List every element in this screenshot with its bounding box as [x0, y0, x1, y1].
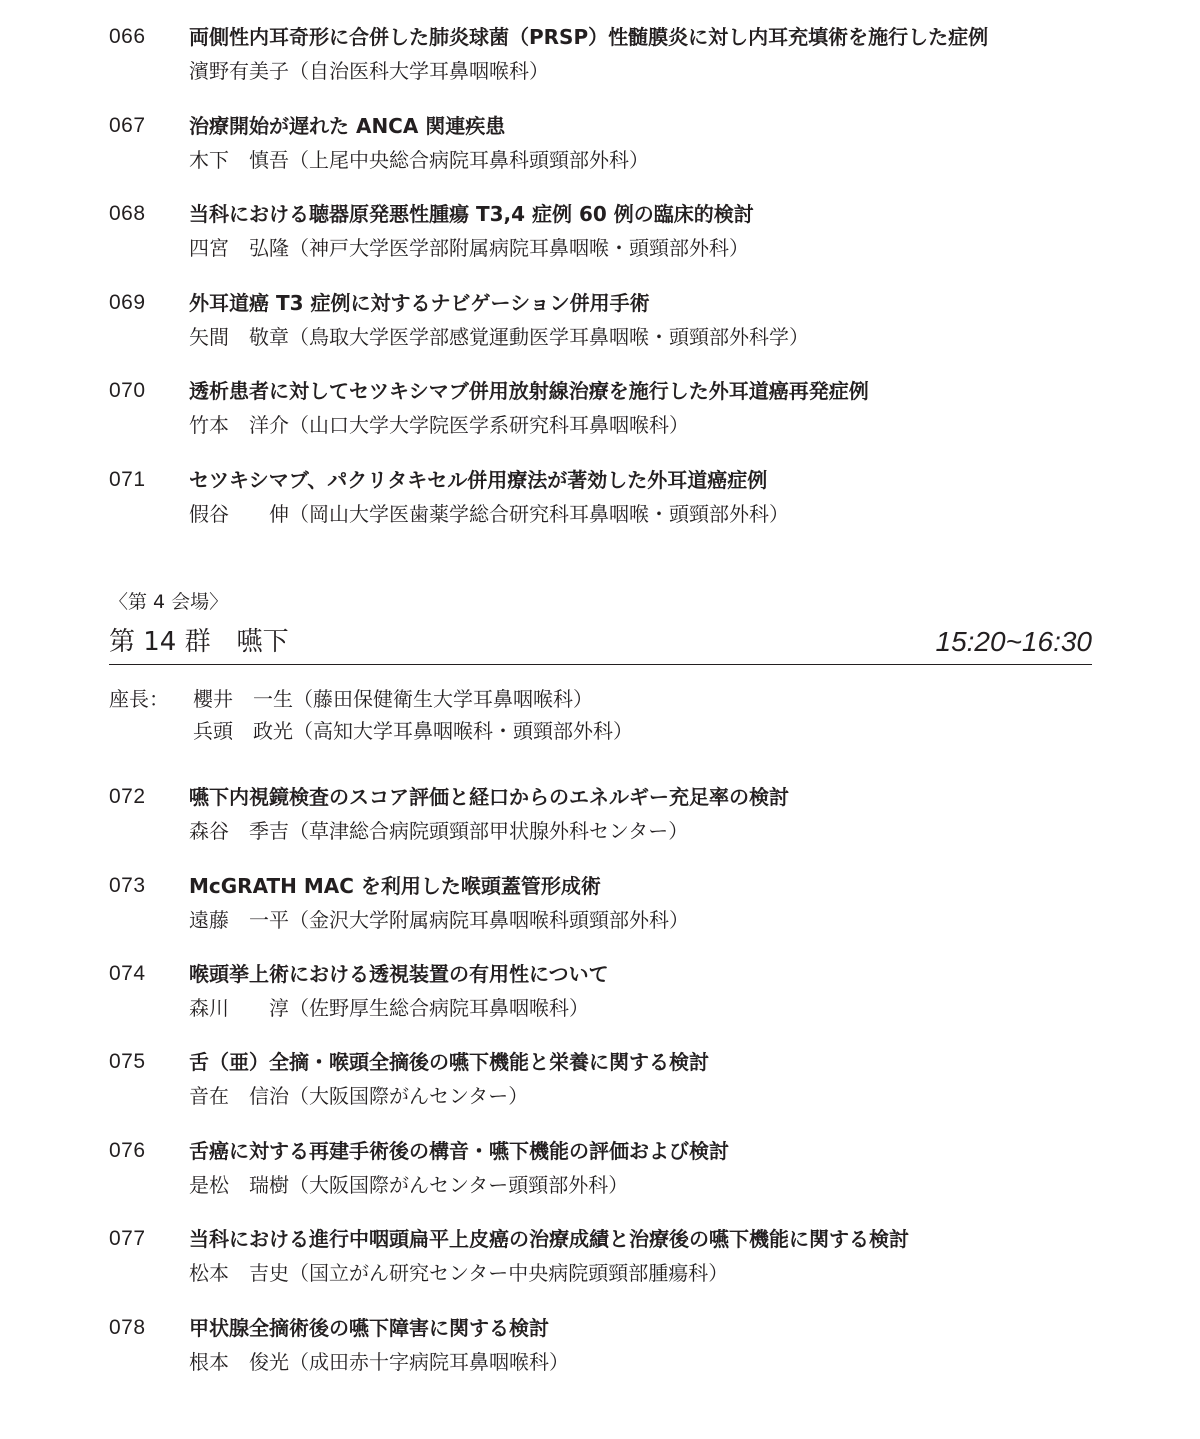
entry-number: 074	[109, 962, 146, 985]
entry-title: 外耳道癌 T3 症例に対するナビゲーション併用手術	[189, 291, 650, 315]
chair-label: 座長：	[109, 687, 169, 711]
entry-title: 当科における聴器原発悪性腫瘍 T3,4 症例 60 例の臨床的検討	[189, 202, 754, 226]
entry-title: 当科における進行中咽頭扁平上皮癌の治療成績と治療後の嚥下機能に関する検討	[189, 1227, 909, 1251]
entry-title: 舌（亜）全摘・喉頭全摘後の嚥下機能と栄養に関する検討	[189, 1050, 709, 1074]
entry-title: 治療開始が遅れた ANCA 関連疾患	[189, 114, 506, 138]
entry-author: 遠藤 一平（金沢大学附属病院耳鼻咽喉科頭頸部外科）	[189, 908, 689, 932]
entry-title: 甲状腺全摘術後の嚥下障害に関する検討	[189, 1316, 549, 1340]
session-time: 15:20~16:30	[935, 626, 1092, 657]
entry-number: 073	[109, 874, 146, 897]
venue-label: 〈第 4 会場〉	[109, 591, 229, 613]
session-header	[109, 624, 1092, 665]
entry-number: 071	[109, 468, 146, 491]
chair-person: 兵頭 政光（高知大学耳鼻咽喉科・頭頸部外科）	[193, 719, 633, 743]
entry-author: 森川 淳（佐野厚生総合病院耳鼻咽喉科）	[189, 996, 589, 1020]
session-title: 第 14 群 嚥下	[109, 627, 289, 657]
entry-title: 両側性内耳奇形に合併した肺炎球菌（PRSP）性髄膜炎に対し内耳充填術を施行した症例	[189, 25, 989, 49]
entry-author: 竹本 洋介（山口大学大学院医学系研究科耳鼻咽喉科）	[189, 413, 689, 437]
entry-title: 嚥下内視鏡検査のスコア評価と経口からのエネルギー充足率の検討	[189, 785, 789, 809]
entry-number: 066	[109, 25, 146, 48]
entry-title: 透析患者に対してセツキシマブ併用放射線治療を施行した外耳道癌再発症例	[189, 379, 869, 403]
entry-number: 078	[109, 1316, 146, 1339]
entry-number: 075	[109, 1050, 146, 1073]
entry-number: 069	[109, 291, 146, 314]
entry-title: 舌癌に対する再建手術後の構音・嚥下機能の評価および検討	[189, 1139, 729, 1163]
entry-author: 森谷 季吉（草津総合病院頭頸部甲状腺外科センター）	[189, 819, 689, 843]
entry-author: 木下 慎吾（上尾中央総合病院耳鼻科頭頸部外科）	[189, 148, 649, 172]
entry-author: 四宮 弘隆（神戸大学医学部附属病院耳鼻咽喉・頭頸部外科）	[189, 236, 749, 260]
entry-number: 077	[109, 1227, 146, 1250]
entry-number: 070	[109, 379, 146, 402]
entry-title: McGRATH MAC を利用した喉頭蓋管形成術	[189, 874, 601, 898]
entry-author: 音在 信治（大阪国際がんセンター）	[189, 1084, 529, 1108]
entry-number: 068	[109, 202, 146, 225]
entry-number: 072	[109, 785, 146, 808]
entry-number: 076	[109, 1139, 146, 1162]
entry-number: 067	[109, 114, 146, 137]
entry-author: 濱野有美子（自治医科大学耳鼻咽喉科）	[189, 59, 549, 83]
entry-title: 喉頭挙上術における透視装置の有用性について	[189, 962, 609, 986]
entry-author: 是松 瑞樹（大阪国際がんセンター頭頸部外科）	[189, 1173, 629, 1197]
entry-author: 假谷 伸（岡山大学医歯薬学総合研究科耳鼻咽喉・頭頸部外科）	[189, 502, 789, 526]
entry-author: 松本 吉史（国立がん研究センター中央病院頭頸部腫瘍科）	[189, 1261, 729, 1285]
entry-author: 根本 俊光（成田赤十字病院耳鼻咽喉科）	[189, 1350, 569, 1374]
entry-title: セツキシマブ、パクリタキセル併用療法が著効した外耳道癌症例	[189, 468, 768, 492]
chair-person: 櫻井 一生（藤田保健衛生大学耳鼻咽喉科）	[193, 687, 593, 711]
entry-author: 矢間 敬章（鳥取大学医学部感覚運動医学耳鼻咽喉・頭頸部外科学）	[189, 325, 809, 349]
